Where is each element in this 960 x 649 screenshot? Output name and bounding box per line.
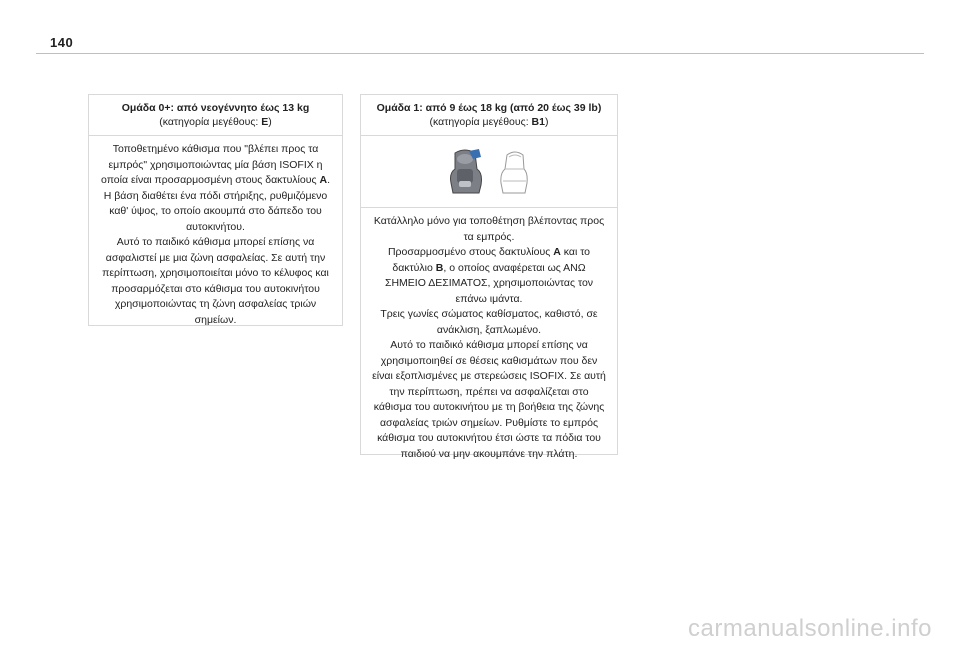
group-0plus-paragraph-1: Τοποθετημένο κάθισμα που "βλέπει προς τα εμπρός" χρησιμοποιώντας μία βάση ISOFIX η οποία είναι προσαρμοσμένη στους δακτυλίους A. Η βάση διαθέτει ένα πόδι στήριξης, ρυθμιζόμενο καθ' ύψος, το οποίο ακουμπά στο δάπεδο του αυτοκινήτου. bbox=[101, 143, 330, 233]
group-0plus-card bbox=[88, 94, 343, 326]
group-0plus-header bbox=[89, 95, 342, 136]
page-number: 140 bbox=[50, 35, 74, 50]
header-divider bbox=[36, 53, 924, 54]
group-1-paragraph-1: Κατάλληλο μόνο για τοποθέτηση βλέποντας προς τα εμπρός. bbox=[373, 215, 605, 243]
child-seat-illustration bbox=[361, 136, 617, 208]
group-0plus-description bbox=[89, 136, 342, 336]
group-1-paragraph-2: Προσαρμοσμένο στους δακτυλίους A και το δακτύλιο B, ο οποίος αναφέρεται ως ΑΝΩ ΣΗΜΕΙΟ ΔΕΣΙΜΑΤΟΣ, χρησιμοποιώντας τον επάνω ιμάντα. bbox=[384, 246, 594, 305]
child-seat-photo-icon bbox=[445, 147, 489, 197]
watermark: carmanualsonline.info bbox=[688, 615, 932, 642]
group-1-card bbox=[360, 94, 618, 460]
group-1-paragraph-3: Τρεις γωνίες σώματος καθίσματος, καθιστό, σε ανάκλιση, ξαπλωμένο. bbox=[380, 308, 598, 336]
group-0plus-category: (κατηγορία μεγέθους: E) bbox=[159, 116, 272, 128]
group-0plus-title: Ομάδα 0+: από νεογέννητο έως 13 kg bbox=[121, 102, 310, 114]
child-seat-outline-icon bbox=[495, 147, 533, 197]
group-1-description bbox=[361, 208, 617, 470]
group-0plus-paragraph-2: Αυτό το παιδικό κάθισμα μπορεί επίσης να ασφαλιστεί με μια ζώνη ασφαλείας. Σε αυτή την περίπτωση, χρησιμοποιείται μόνο το κέλυφος και προσαρμόζεται στο κάθισμα του αυτοκινήτου χρησιμοποιώντας τη ζώνη ασφαλείας τριών σημείων. bbox=[102, 236, 329, 326]
group-1-category: (κατηγορία μεγέθους: B1) bbox=[429, 116, 549, 128]
group-1-header bbox=[361, 95, 617, 136]
group-1-title: Ομάδα 1: από 9 έως 18 kg (από 20 έως 39 lb) bbox=[376, 102, 602, 114]
group-1-paragraph-4: Αυτό το παιδικό κάθισμα μπορεί επίσης να χρησιμοποιηθεί σε θέσεις καθισμάτων που δεν είναι εξοπλισμένες με στερεώσεις ISOFIX. Σε αυτή την περίπτωση, πρέπει να ασφαλίζεται στο κάθισμα του αυτοκινήτου με τη βοήθεια της ζώνης ασφαλείας τριών σημείων. Ρυθμίστε το εμπρός κάθισμα του αυτοκινήτου έτσι ώστε τα πόδια του παιδιού να μην ακουμπάνε την πλάτη. bbox=[372, 339, 606, 460]
